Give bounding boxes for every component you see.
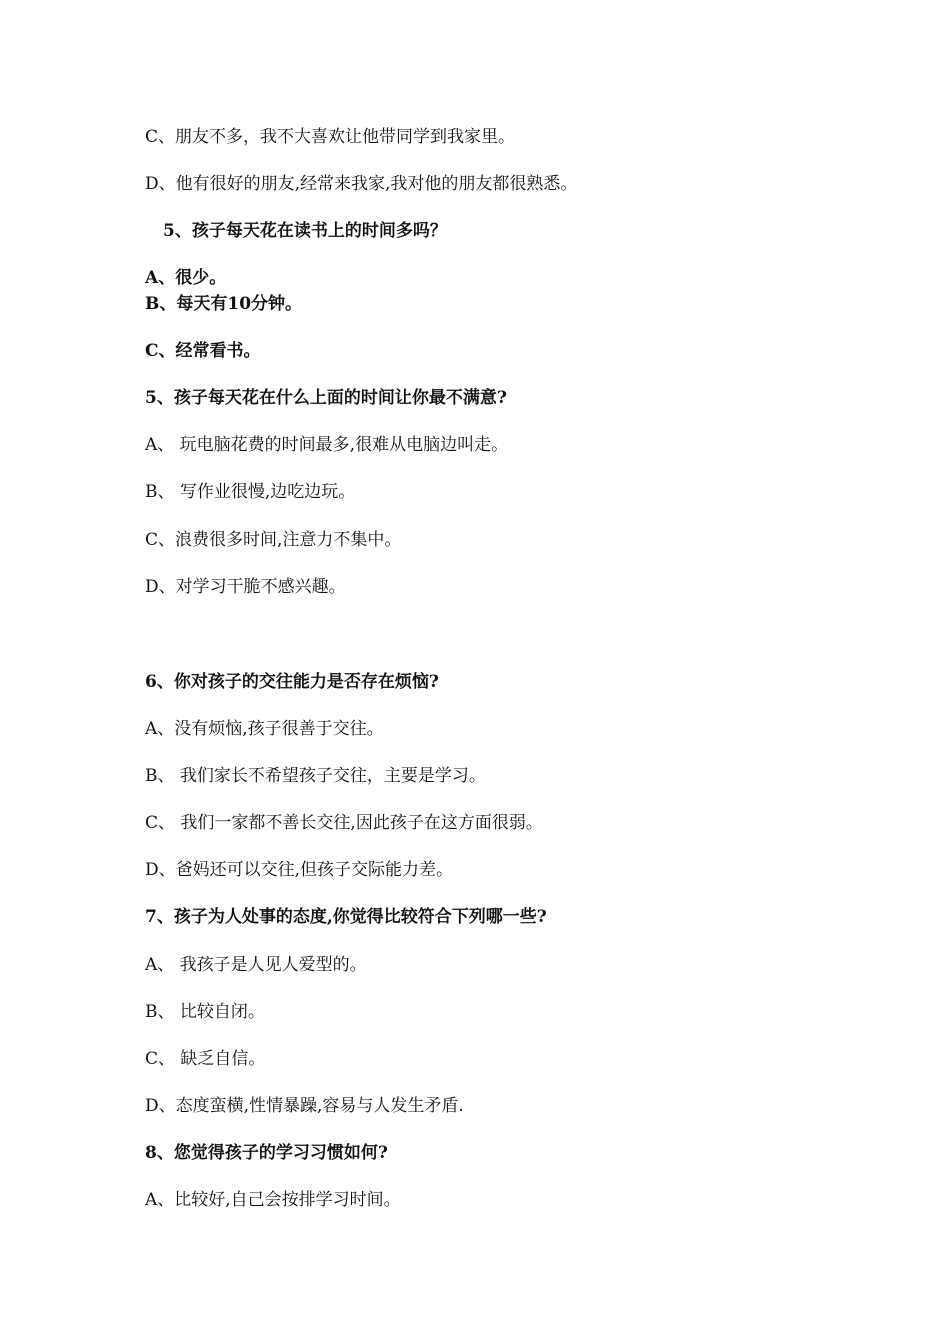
option-a-study-habits: A、比较好,自己会按排学习时间。 — [145, 1190, 401, 1210]
question-6-social: 6、你对孩子的交往能力是否存在烦恼? — [145, 672, 439, 692]
question-7-attitude: 7、孩子为人处事的态度,你觉得比较符合下列哪一些? — [145, 907, 547, 927]
option-c-social: C、 我们一家都不善长交往,因此孩子在这方面很弱。 — [145, 813, 543, 833]
question-5-reading-time: 5、孩子每天花在读书上的时间多吗？ — [163, 221, 447, 241]
option-b-social: B、 我们家长不希望孩子交往，主要是学习。 — [145, 766, 486, 786]
question-5-dissatisfied-time: 5、孩子每天花在什么上面的时间让你最不满意? — [145, 388, 507, 408]
option-b-homework: B、 写作业很慢,边吃边玩。 — [145, 482, 356, 502]
option-b-attitude: B、 比较自闭。 — [145, 1002, 265, 1022]
option-b-reading: B、每天有10分钟。 — [145, 294, 303, 314]
option-a-social: A、没有烦恼,孩子很善于交往。 — [145, 719, 384, 739]
option-c-reading: C、经常看书。 — [145, 341, 261, 361]
option-a-reading: A、很少。 — [145, 268, 227, 288]
option-d-friends: D、他有很好的朋友,经常来我家,我对他的朋友都很熟悉。 — [145, 174, 578, 194]
option-a-attitude: A、 我孩子是人见人爱型的。 — [145, 955, 367, 975]
question-8-study-habits: 8、您觉得孩子的学习习惯如何? — [145, 1143, 388, 1163]
option-d-social: D、爸妈还可以交往,但孩子交际能力差。 — [145, 860, 454, 880]
option-d-attitude: D、态度蛮横,性情暴躁,容易与人发生矛盾. — [145, 1096, 464, 1116]
option-c-attention: C、浪费很多时间,注意力不集中。 — [145, 530, 402, 550]
option-a-computer: A、 玩电脑花费的时间最多,很难从电脑边叫走。 — [145, 435, 509, 455]
option-c-attitude: C、 缺乏自信。 — [145, 1049, 266, 1069]
option-d-no-interest: D、对学习干脆不感兴趣。 — [145, 577, 346, 597]
option-c-friends: C、朋友不多，我不大喜欢让他带同学到我家里。 — [145, 127, 516, 147]
